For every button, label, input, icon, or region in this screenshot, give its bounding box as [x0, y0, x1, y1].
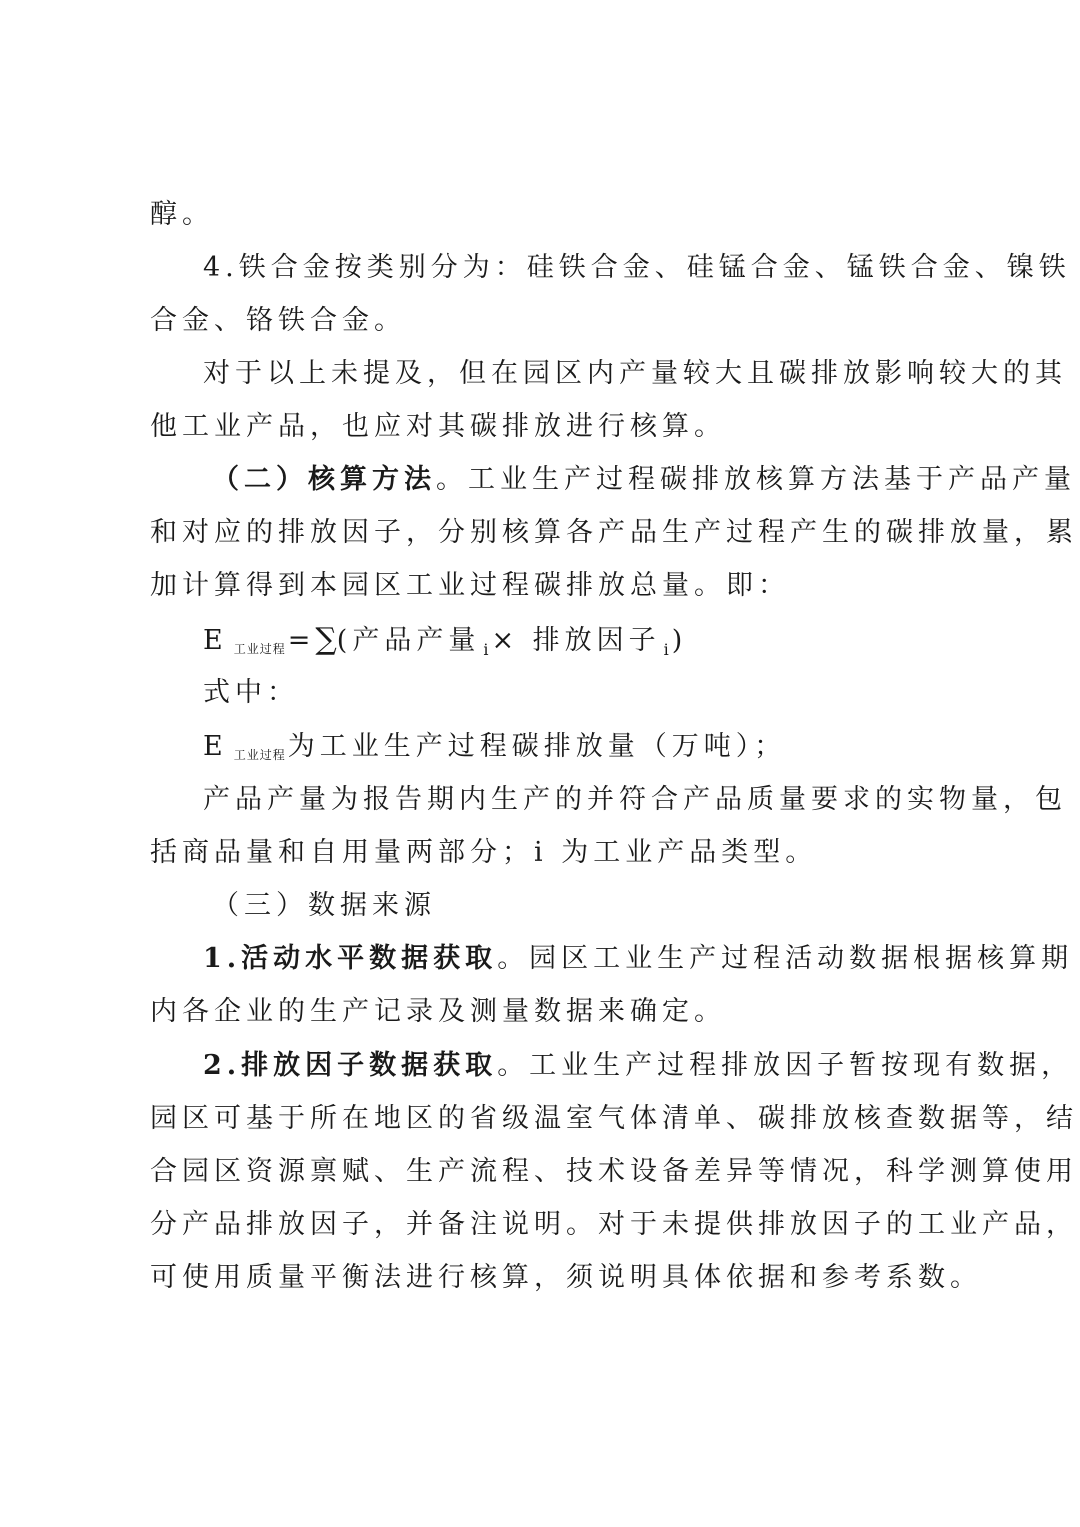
paragraph-line — [203, 728, 786, 774]
paragraph-line: 式中： — [203, 677, 299, 708]
paragraph-line: 内各企业的生产记录及测量数据来确定。 — [150, 996, 726, 1027]
section-heading: （二）核算方法 — [212, 464, 436, 495]
subsection-heading: 1.活动水平数据获取 — [203, 943, 498, 974]
formula-index: i — [663, 640, 669, 659]
formula-text: × 排放因子 — [491, 625, 661, 656]
formula-symbol: E — [203, 731, 228, 762]
paragraph-line — [203, 1047, 1073, 1085]
formula-subscript: 工业过程 — [233, 748, 286, 762]
paragraph-text: 为工业生产过程碳排放量（万吨）； — [287, 731, 787, 762]
formula-symbol: E — [203, 625, 228, 656]
sigma-symbol: ∑ — [315, 622, 337, 657]
paragraph-line: 分产品排放因子，并备注说明。对于未提供排放因子的工业产品， — [150, 1209, 1078, 1240]
formula-text: (产品产量 — [336, 625, 481, 656]
paragraph-line: 括商品量和自用量两部分；i 为工业产品类型。 — [150, 837, 818, 868]
paragraph-line — [203, 940, 1073, 978]
paragraph-line: 醇。 — [150, 199, 214, 230]
section-heading: （三）数据来源 — [212, 890, 436, 921]
paragraph-text: 。园区工业生产过程活动数据根据核算期 — [497, 943, 1074, 974]
paragraph-line: 合园区资源禀赋、生产流程、技术设备差异等情况，科学测算使用 — [150, 1156, 1078, 1187]
paragraph-line: 可使用质量平衡法进行核算，须说明具体依据和参考系数。 — [150, 1262, 982, 1293]
formula-equals: = — [287, 625, 316, 656]
subsection-heading: 2.排放因子数据获取 — [203, 1050, 498, 1081]
formula-subscript: 工业过程 — [233, 642, 286, 656]
paragraph-line: 园区可基于所在地区的省级温室气体清单、碳排放核查数据等，结 — [150, 1103, 1078, 1134]
paragraph-line: 加计算得到本园区工业过程碳排放总量。即： — [150, 570, 790, 601]
paragraph-line: 他工业产品，也应对其碳排放进行核算。 — [150, 411, 726, 442]
formula-index: i — [483, 640, 489, 659]
paragraph-line: 产品产量为报告期内生产的并符合产品质量要求的实物量，包 — [203, 784, 1067, 815]
paragraph-line: 合金、铬铁合金。 — [150, 305, 406, 336]
paragraph-line — [212, 461, 1076, 499]
paragraph-text: 。工业生产过程碳排放核算方法基于产品产量 — [436, 464, 1076, 495]
formula-text: ) — [671, 625, 688, 656]
paragraph-text: 。工业生产过程排放因子暂按现有数据， — [497, 1050, 1074, 1081]
paragraph-line: 4.铁合金按类别分为：硅铁合金、硅锰合金、锰铁合金、镍铁 — [203, 252, 1071, 283]
formula — [203, 621, 687, 669]
paragraph-line: 和对应的排放因子，分别核算各产品生产过程产生的碳排放量，累 — [150, 517, 1078, 548]
paragraph-line: 对于以上未提及，但在园区内产量较大且碳排放影响较大的其 — [203, 358, 1067, 389]
